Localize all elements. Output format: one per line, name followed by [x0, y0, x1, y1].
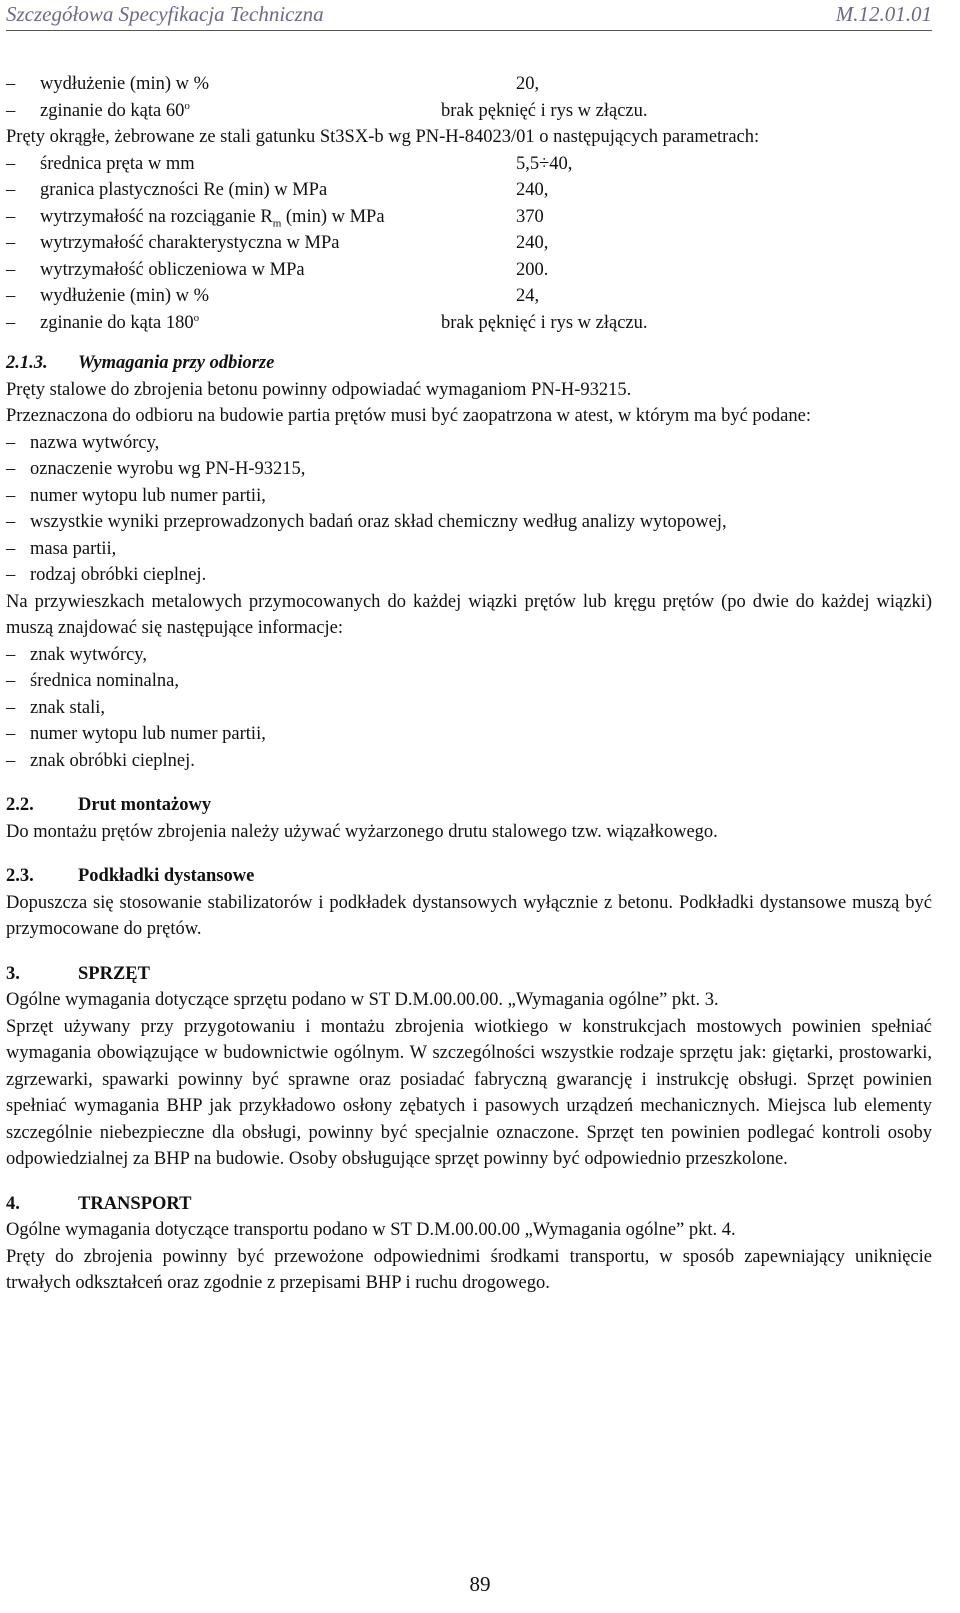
section-title: TRANSPORT — [78, 1193, 192, 1214]
list-item: – średnica nominalna, — [6, 668, 932, 695]
section-heading-2-3 — [6, 863, 932, 890]
section-title: Podkładki dystansowe — [78, 866, 255, 886]
bullet-dash: – — [6, 286, 16, 306]
list-item: – znak stali, — [6, 695, 932, 722]
bullet-dash: – — [6, 180, 16, 200]
top-parameter-list — [6, 71, 932, 124]
bullet-dash: – — [6, 459, 16, 479]
section-heading-2-2 — [6, 792, 932, 819]
parameter-row — [6, 230, 932, 257]
bullet-dash: – — [6, 485, 16, 506]
paragraph: Do montażu prętów zbrojenia należy używać wyżarzonego drutu stalowego tzw. wiązałkowego. — [6, 821, 718, 842]
list-item: – masa partii, — [6, 536, 932, 563]
section-title: SPRZĘT — [78, 963, 150, 984]
parameter-label: wytrzymałość charakterystyczna w MPa — [40, 233, 340, 253]
section-heading-4 — [6, 1191, 932, 1218]
section-number: 4. — [6, 1193, 20, 1214]
paragraph: Pręty stalowe do zbrojenia betonu powinny odpowiadać wymaganiom PN-H-93215. — [6, 379, 632, 400]
paragraph: Sprzęt używany przy przygotowaniu i montażu zbrojenia wiotkiego w konstrukcjach mostowych powinien spełniać wymagania obowiązujące w budownictwie ogólnym. W szczególności wszystkie rodzaje sprzętu jak: giętarki, prostowarki, zgrzewarki, spawarki powinny być sprawne oraz posiadać fabryczną gwarancję i instrukcję obsługi. Sprzęt powinien spełniać wymagania BHP jak przykładowo osłony zębatych i pasowych urządzeń mechanicznych. Miejsca lub elementy szczególnie niebezpieczne dla obsługi, powinny być specjalnie oznaczone. Sprzęt ten powinien podlegać kontroli osoby odpowiedzialnej za BHP na budowie. Osoby obsługujące sprzęt powinny być odpowiednio przeszkolone. — [6, 1016, 932, 1169]
section-heading-2-1-3 — [6, 350, 932, 377]
bullet-dash: – — [6, 750, 16, 771]
bullet-dash: – — [6, 538, 16, 559]
parameter-label: wytrzymałość obliczeniowa w MPa — [40, 259, 305, 280]
list-item: – wszystkie wyniki przeprowadzonych badań oraz skład chemiczny według analizy wytopowej, — [6, 509, 932, 536]
list-item: – znak obróbki cieplnej. — [6, 748, 932, 775]
bullet-dash: – — [6, 432, 16, 453]
paragraph-st3sx: Pręty okrągłe, żebrowane ze stali gatunku St3SX-b wg PN-H-84023/01 o następujących parametrach: — [6, 127, 760, 147]
bullet-dash: – — [6, 697, 16, 718]
bullet-dash: – — [6, 671, 16, 691]
parameter-row — [6, 257, 932, 284]
parameter-value: 5,5÷40, — [516, 153, 573, 174]
bullet-dash: – — [6, 206, 16, 227]
parameter-row — [6, 204, 932, 231]
parameter-label: granica plastyczności Re (min) w MPa — [40, 180, 328, 200]
paragraph: Przeznaczona do odbioru na budowie partia prętów musi być zaopatrzona w atest, w którym ma być podane: — [6, 406, 811, 426]
bullet-dash: – — [6, 565, 16, 585]
section-number: 2.1.3. — [6, 353, 48, 373]
page-header — [6, 0, 932, 31]
section-number: 3. — [6, 963, 20, 984]
bullet-dash: – — [6, 100, 16, 121]
parameter-row — [6, 71, 932, 98]
parameter-value: 200. — [516, 259, 549, 280]
parameter-value: 20, — [516, 74, 540, 94]
list-item: – numer wytopu lub numer partii, — [6, 721, 932, 748]
parameter-value: 370 — [516, 206, 544, 227]
list-item: – rodzaj obróbki cieplnej. — [6, 562, 932, 589]
section-number: 2.2. — [6, 795, 34, 815]
page-content — [6, 71, 932, 1297]
document-title: Szczegółowa Specyfikacja Techniczna — [6, 2, 324, 26]
list-item: – numer wytopu lub numer partii, — [6, 483, 932, 510]
parameter-value: brak pęknięć i rys w złączu. — [441, 100, 648, 121]
bullet-dash: – — [6, 74, 16, 94]
section-title: Drut montażowy — [78, 795, 212, 815]
bullet-dash: – — [6, 153, 16, 174]
paragraph: Dopuszcza się stosowanie stabilizatorów i podkładek dystansowych wyłącznie z betonu. Podkładki dystansowe muszą być przymocowane do prętów. — [6, 892, 932, 939]
parameter-label: wydłużenie (min) w % — [40, 286, 210, 306]
bullet-dash: – — [6, 233, 16, 253]
bullet-dash: – — [6, 644, 16, 665]
parameter-value: 24, — [516, 286, 540, 306]
paragraph: Pręty do zbrojenia powinny być przewożone odpowiednimi środkami transportu, w sposób zapewniający uniknięcie trwałych odkształceń oraz zgodnie z przepisami BHP i ruchu drogowego. — [6, 1246, 932, 1293]
parameter-label: średnica pręta w mm — [40, 153, 195, 174]
paragraph: Ogólne wymagania dotyczące sprzętu podano w ST D.M.00.00.00. „Wymagania ogólne” pkt. 3. — [6, 990, 719, 1010]
parameter-row — [6, 98, 932, 125]
list-item: – nazwa wytwórcy, — [6, 430, 932, 457]
section-heading-3 — [6, 961, 932, 988]
parameter-value: 240, — [516, 233, 549, 253]
parameter-row — [6, 177, 932, 204]
parameter-row — [6, 151, 932, 178]
parameter-row — [6, 310, 932, 337]
parameter-label: zginanie do kąta 180$^o$ — [40, 311, 200, 333]
st3sx-parameter-list — [6, 151, 932, 337]
list-item: – oznaczenie wyrobu wg PN-H-93215, — [6, 456, 932, 483]
bullet-dash: – — [6, 259, 16, 280]
bullet-dash: – — [6, 312, 16, 333]
parameter-label: wydłużenie (min) w % — [40, 74, 210, 94]
atest-list — [6, 430, 932, 589]
parameter-label: zginanie do kąta 60$^o$ — [40, 99, 190, 121]
paragraph: Ogólne wymagania dotyczące transportu podano w ST D.M.00.00.00 „Wymagania ogólne” pkt. 4. — [6, 1220, 736, 1240]
list-item: – znak wytwórcy, — [6, 642, 932, 669]
bullet-dash: – — [6, 724, 16, 744]
bullet-dash: – — [6, 512, 16, 532]
section-title: Wymagania przy odbiorze — [78, 353, 275, 373]
page-number: 89 — [469, 1572, 491, 1596]
parameter-label: wytrzymałość na rozciąganie $R_m$ (min) w MPa — [40, 206, 385, 230]
document-code: M.12.01.01 — [835, 2, 932, 26]
tag-info-list — [6, 642, 932, 775]
section-number: 2.3. — [6, 866, 34, 886]
parameter-row — [6, 283, 932, 310]
paragraph: Na przywieszkach metalowych przymocowanych do każdej wiązki prętów lub kręgu prętów (po dwie do każdej wiązki) muszą znajdować się następujące informacje: — [6, 591, 932, 638]
parameter-value: brak pęknięć i rys w złączu. — [441, 312, 648, 333]
parameter-value: 240, — [516, 180, 549, 200]
